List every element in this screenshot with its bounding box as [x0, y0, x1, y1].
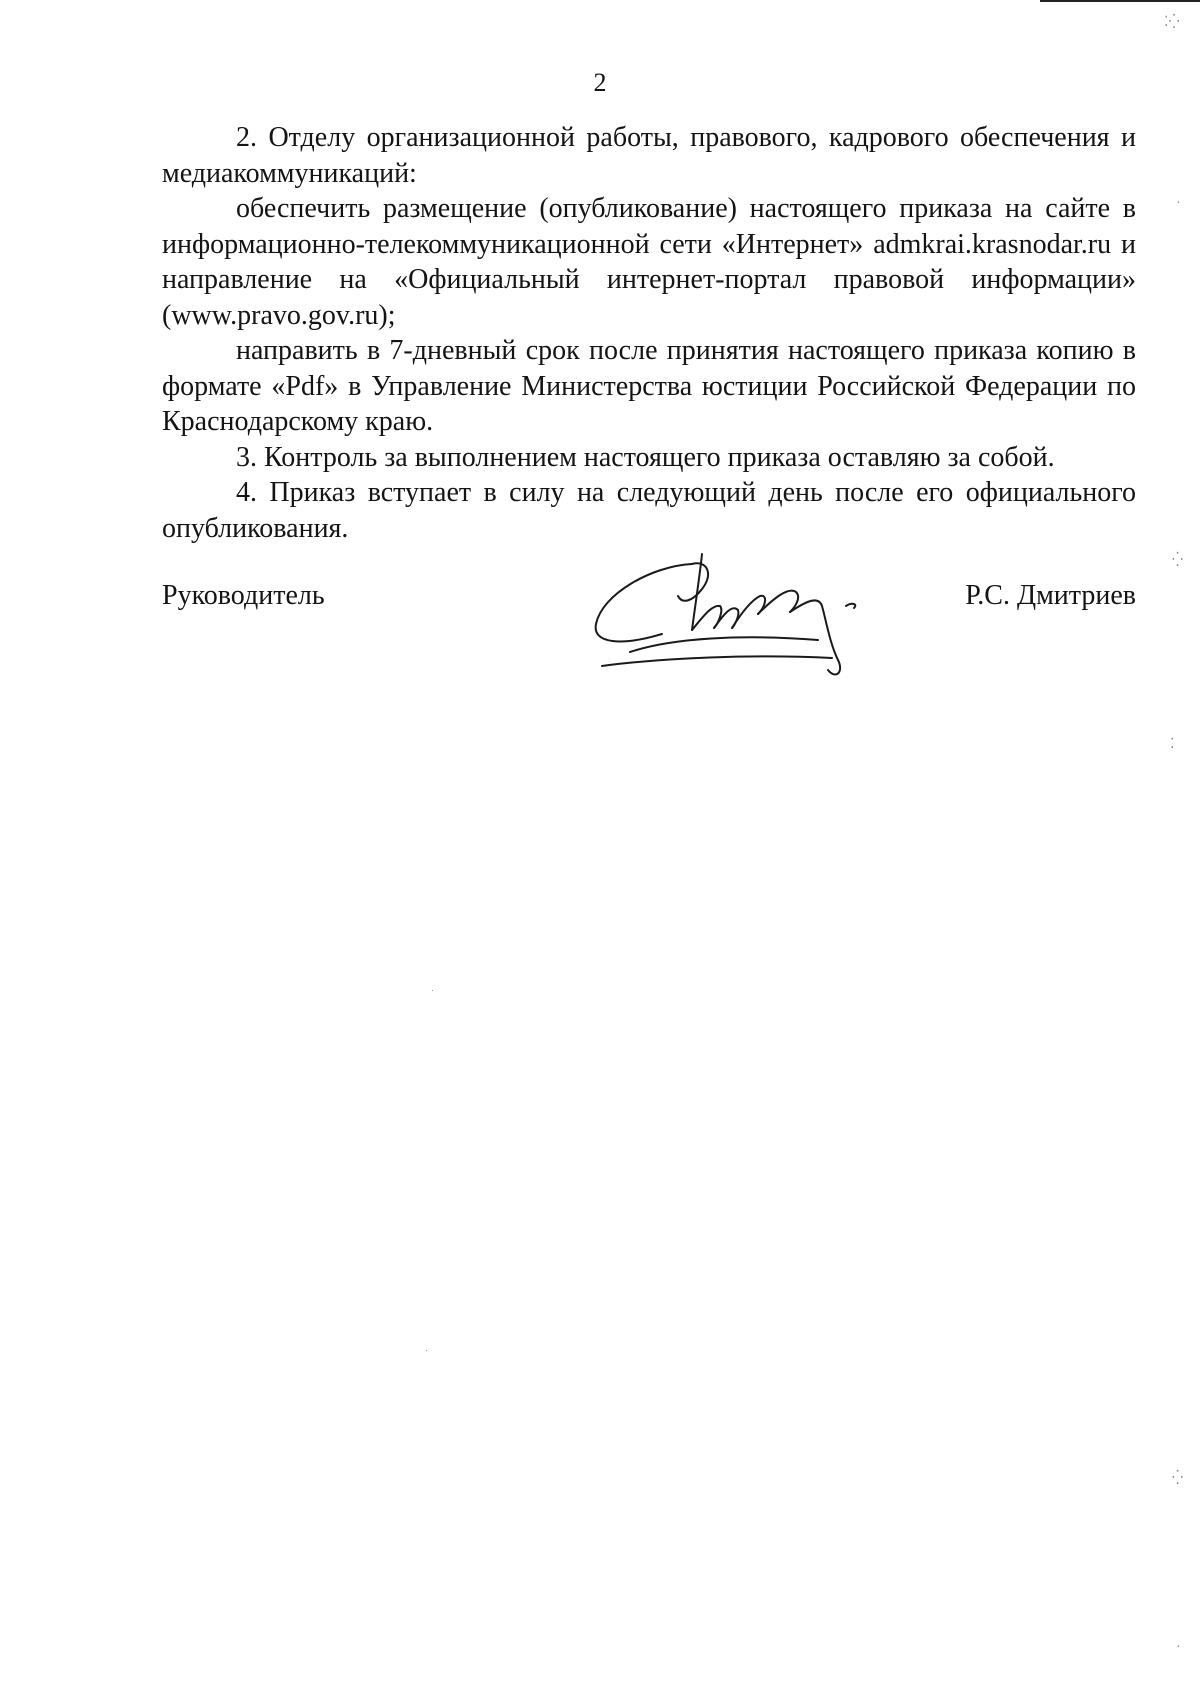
paragraph-publication: обеспечить размещение (опубликование) настоящего приказа на сайте в информационно-телекоммуникационной сети «Интернет» admkrai.krasnodar.ru и направление на «Официальный интернет-портал правовой информации» (www.pravo.gov.ru);: [162, 193, 1136, 331]
scan-speck: ·: [1176, 1640, 1181, 1655]
signatory-position: Руководитель: [162, 580, 325, 611]
paragraph-send-copy: направить в 7-дневный срок после принятия настоящего приказа копию в формате «Pdf» в Управление Министерства юстиции Российской Федерации по Краснодарскому краю.: [162, 335, 1136, 437]
paragraph-item-2: 2. Отделу организационной работы, правового, кадрового обеспечения и медиакоммуникаций:: [162, 122, 1136, 189]
scan-speck: [432, 990, 433, 991]
handwritten-signature: [582, 534, 882, 684]
scan-speck: [426, 1350, 427, 1351]
page-number: 2: [593, 68, 607, 97]
scan-speck: ⁛: [1172, 553, 1184, 568]
document-body: [162, 120, 1136, 546]
scan-speck: ⁚⁛: [1164, 15, 1180, 30]
signature-block: [162, 580, 1136, 690]
signatory-name: Р.С. Дмитриев: [965, 580, 1136, 611]
scan-speck: ⁛: [1172, 1471, 1184, 1486]
scan-speck: ·: [1176, 196, 1181, 211]
scan-speck: ⁚: [1170, 737, 1175, 752]
paragraph-item-3: 3. Контроль за выполнением настоящего приказа оставляю за собой.: [236, 441, 1055, 473]
top-edge-rule: [1040, 0, 1200, 2]
paragraph-item-4: 4. Приказ вступает в силу на следующий день после его официального опубликования.: [162, 477, 1136, 544]
